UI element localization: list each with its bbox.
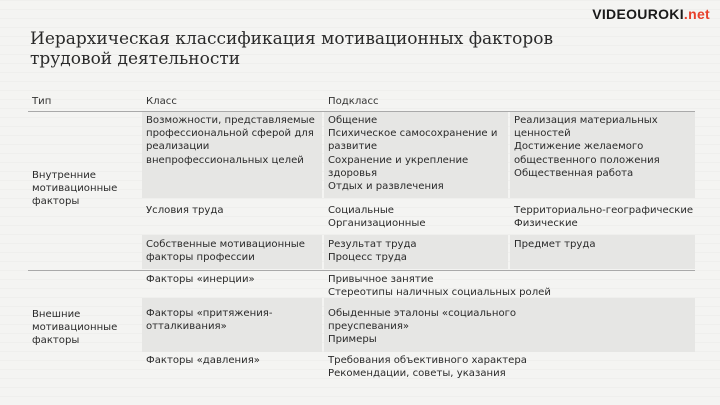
group-external-label: Внешние мотивационные факторы — [32, 309, 118, 347]
row6-subclass: Требования объективного характера Рекомендации, советы, указания — [328, 355, 527, 380]
header-subclass: Подкласс — [328, 96, 379, 107]
row1-class: Возможности, представляемые профессиональной сферой для реализации внепрофессиональных целей — [146, 115, 315, 166]
brand-logo: VIDEOUROKI.net — [592, 6, 710, 22]
header-type: Тип — [32, 96, 52, 107]
row3-subclass-1: Результат труда Процесс труда — [328, 239, 417, 264]
slide-title: Иерархическая классификация мотивационных факторов трудовой деятельности — [30, 29, 554, 69]
row4-subclass: Привычное занятие Стереотипы наличных социальных ролей — [328, 274, 551, 299]
row1-subclass-1: Общение Психическое самосохранение и развитие Сохранение и укрепление здоровья Отдых и развлечения — [328, 115, 498, 193]
row3-subclass-2: Предмет труда — [514, 239, 596, 250]
header-class: Класс — [146, 96, 177, 107]
group-internal-label: Внутренние мотивационные факторы — [32, 170, 118, 208]
row3-class: Собственные мотивационные факторы профессии — [146, 239, 305, 264]
row5-class: Факторы «притяжения-отталкивания» — [146, 308, 273, 333]
group-divider — [28, 270, 695, 271]
row2-class: Условия труда — [146, 205, 224, 216]
row2-subclass-1: Социальные Организационные — [328, 205, 426, 230]
row2-subclass-2: Территориально-географические Физические — [514, 205, 694, 230]
row1-subclass-2: Реализация материальных ценностей Достижение желаемого общественного положения Общественная работа — [514, 115, 660, 179]
row4-class: Факторы «инерции» — [146, 274, 255, 285]
row5-subclass: Обыденные эталоны «социального преуспевания» Примеры — [328, 308, 517, 346]
row6-class: Факторы «давления» — [146, 355, 260, 366]
